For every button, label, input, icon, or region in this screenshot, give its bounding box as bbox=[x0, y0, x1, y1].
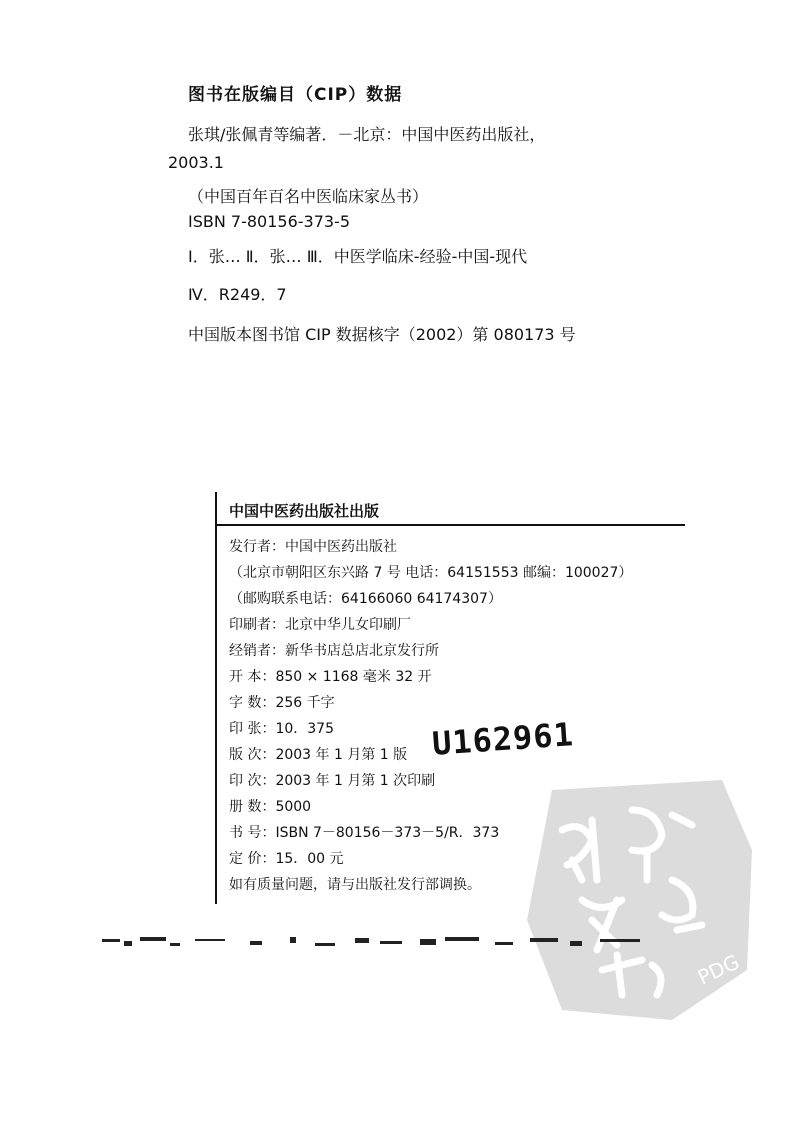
imprint-row-sheets: 印 张：10．375 bbox=[229, 721, 334, 737]
cip-line-isbn: ISBN 7-80156-373-5 bbox=[188, 212, 351, 231]
imprint-row-book-number: 书 号：ISBN 7－80156－373－5/R．373 bbox=[229, 825, 500, 841]
imprint-row-publisher: 发行者：中国中医药出版社 bbox=[229, 539, 397, 555]
imprint-row-notice: 如有质量问题，请与出版社发行部调换。 bbox=[229, 877, 481, 893]
handwritten-number: U162961 bbox=[430, 715, 576, 763]
imprint-heading: 中国中医药出版社出版 bbox=[229, 502, 380, 520]
imprint-row-printer: 印刷者：北京中华儿女印刷厂 bbox=[229, 617, 411, 633]
imprint-row-mail-order: （邮购联系电话：64166060 64174307） bbox=[229, 591, 502, 607]
cip-line-series: （中国百年百名中医临床家丛书） bbox=[188, 187, 429, 206]
imprint-left-rule bbox=[215, 492, 217, 904]
imprint-row-address: （北京市朝阳区东兴路 7 号 电话：64151553 邮编：100027） bbox=[229, 565, 633, 581]
imprint-row-edition: 版 次：2003 年 1 月第 1 版 bbox=[229, 747, 408, 763]
cip-line-year: 2003.1 bbox=[168, 153, 224, 172]
imprint-row-printing: 印 次：2003 年 1 月第 1 次印刷 bbox=[229, 773, 436, 789]
scan-noise bbox=[100, 925, 660, 965]
imprint-divider bbox=[215, 524, 685, 526]
imprint-row-format: 开 本：850 × 1168 毫米 32 开 bbox=[229, 669, 432, 685]
imprint-row-price: 定 价：15．00 元 bbox=[229, 851, 344, 867]
stamp-seal bbox=[522, 770, 754, 1025]
cip-title: 图书在版编目（CIP）数据 bbox=[188, 85, 403, 105]
cip-line-subjects: Ⅰ．张… Ⅱ．张… Ⅲ．中医学临床-经验-中国-现代 bbox=[188, 247, 528, 266]
cip-line-classification: Ⅳ．R249．7 bbox=[188, 285, 287, 304]
imprint-row-distributor: 经销者：新华书店总店北京发行所 bbox=[229, 643, 439, 659]
cip-line-authors: 张琪/张佩青等编著．－北京：中国中医药出版社， bbox=[188, 125, 546, 144]
cip-line-record-number: 中国版本图书馆 CIP 数据核字（2002）第 080173 号 bbox=[188, 325, 576, 344]
stamp-text: PDG bbox=[693, 949, 744, 990]
imprint-row-word-count: 字 数：256 千字 bbox=[229, 695, 335, 711]
imprint-row-copies: 册 数：5000 bbox=[229, 799, 312, 815]
